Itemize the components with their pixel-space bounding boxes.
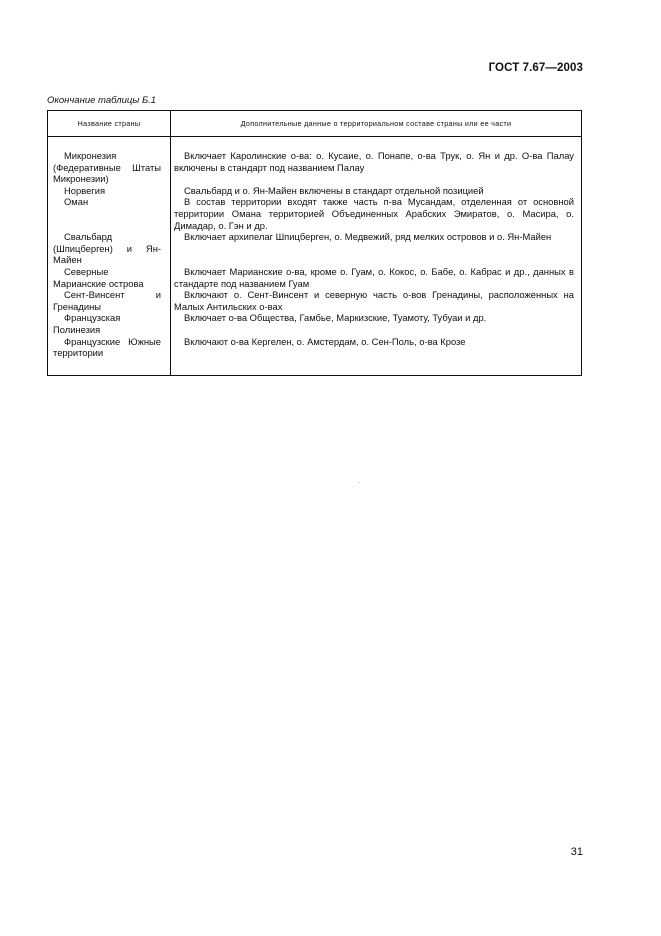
country-info: Включает Каролинские о-ва: о. Кусаие, о. Понапе, о-ва Трук, о. Ян и др. О-ва Палау включены в стандарт под названием Палау (174, 150, 574, 173)
country-name: Свальбард (Шпицберген) и Ян-Майен (53, 231, 161, 266)
table-row (48, 231, 581, 266)
country-name: Северные Марианские острова (53, 265, 144, 289)
page-number: 31 (570, 846, 583, 858)
column-header-country: Название страны (77, 119, 141, 128)
table-row (48, 185, 581, 197)
header-divider (48, 136, 581, 137)
document-standard-number: ГОСТ 7.67—2003 (488, 62, 583, 74)
table-row (48, 266, 581, 289)
country-info: Включает о-ва Общества, Гамбье, Маркизские, Туамоту, Тубуаи и др. (184, 312, 487, 324)
country-name: Сент-Винсент и Гренадины (53, 289, 161, 312)
column-header-additional-data: Дополнительные данные о территориальном составе страны или ее части (240, 119, 512, 128)
table-row (48, 289, 581, 312)
country-info: Свальбард и о. Ян-Майен включены в стандарт отдельной позицией (184, 184, 484, 196)
scan-speck (359, 482, 360, 483)
table-row (48, 336, 581, 359)
country-info: Включают о. Сент-Винсент и северную часть о-вов Гренадины, расположенных на Малых Антильских о-вах (174, 289, 574, 312)
table-body (48, 150, 581, 359)
table-row (48, 312, 581, 335)
countries-table (47, 110, 582, 376)
country-name: Норвегия (64, 184, 106, 196)
country-info: В состав территории входят также часть п-ва Мусандам, отделенная от основной территории Омана территорией Объединенных Арабских Эмиратов, о. Масира, о. Димадар, о. Гэн и др. (174, 196, 574, 231)
table-row (48, 196, 581, 231)
country-name: Микронезия (Федеративные Штаты Микронезии) (53, 150, 161, 185)
country-info: Включают о-ва Кергелен, о. Амстердам, о. Сен-Поль, о-ва Крозе (184, 335, 466, 347)
table-row (48, 150, 581, 185)
country-info: Включает архипелаг Шпицберген, о. Медвежий, ряд мелких островов и о. Ян-Майен (184, 231, 552, 243)
country-name: Французская Полинезия (53, 312, 121, 335)
country-name: Французские Южные территории (53, 335, 161, 359)
table-caption: Окончание таблицы Б.1 (47, 95, 157, 106)
country-name: Оман (64, 196, 89, 208)
country-info: Включает Марианские о-ва, кроме о. Гуам, о. Кокос, о. Бабе, о. Кабрас и др., данных в стандарте под названием Гуам (174, 265, 574, 289)
